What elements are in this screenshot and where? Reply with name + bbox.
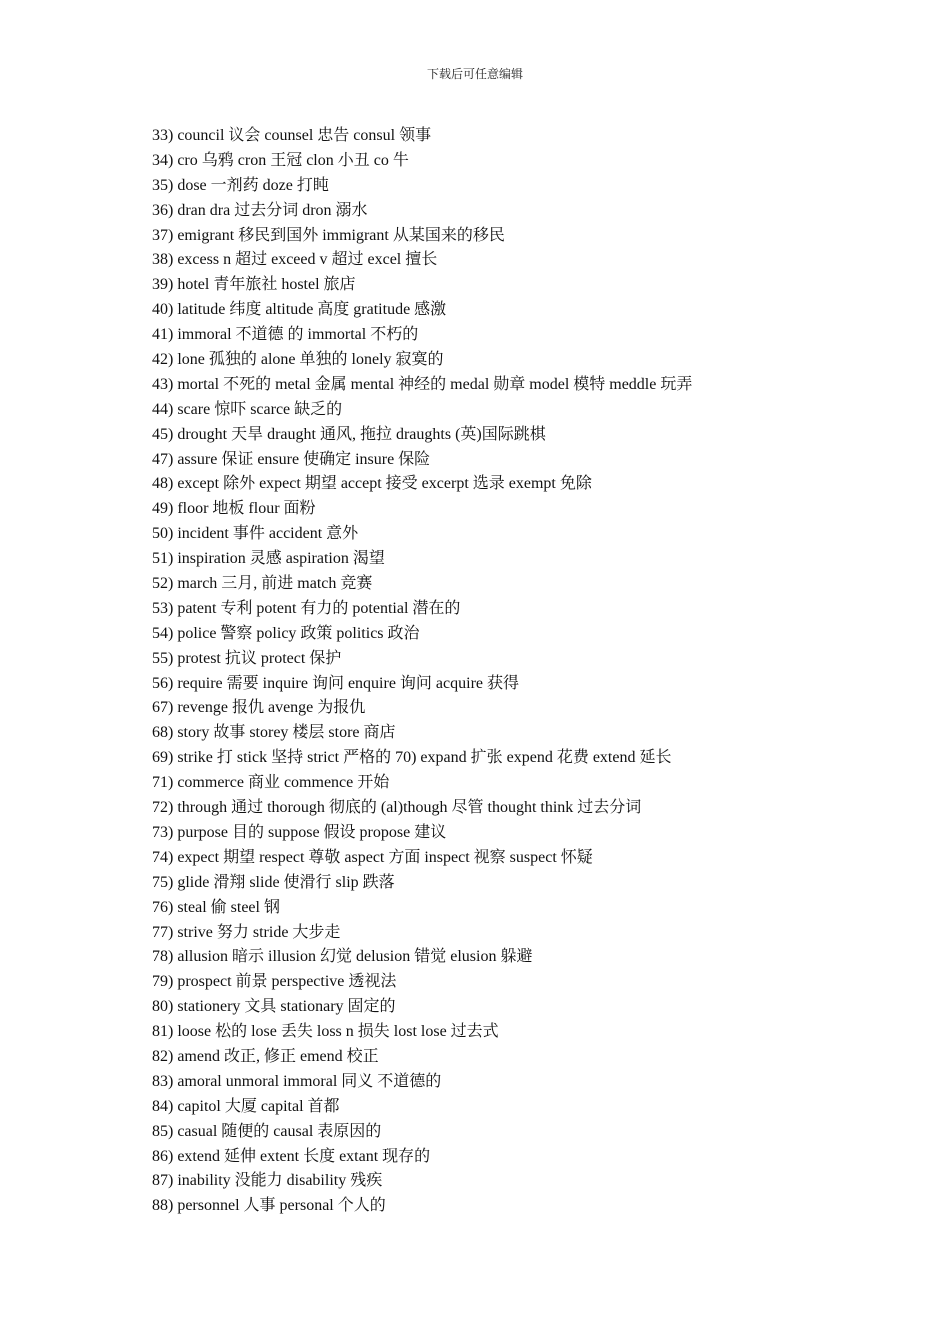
vocabulary-line: 36) dran dra 过去分词 dron 溺水: [152, 201, 368, 219]
vocabulary-line: 74) expect 期望 respect 尊敬 aspect 方面 inspect 视察 suspect 怀疑: [152, 848, 593, 866]
vocabulary-line: 75) glide 滑翔 slide 使滑行 slip 跌落: [152, 873, 395, 891]
vocabulary-line: 49) floor 地板 flour 面粉: [152, 500, 316, 518]
vocabulary-line: 35) dose 一剂药 doze 打盹: [152, 176, 329, 194]
vocabulary-line: 50) incident 事件 accident 意外: [152, 525, 359, 543]
vocabulary-line: 79) prospect 前景 perspective 透视法: [152, 973, 397, 991]
vocabulary-line: 82) amend 改正, 修正 emend 校正: [152, 1047, 379, 1065]
vocabulary-line: 88) personnel 人事 personal 个人的: [152, 1197, 386, 1215]
vocabulary-line: 44) scare 惊吓 scarce 缺乏的: [152, 400, 343, 418]
vocabulary-line: 53) patent 专利 potent 有力的 potential 潜在的: [152, 599, 461, 617]
vocabulary-line: 55) protest 抗议 protect 保护: [152, 649, 342, 667]
vocabulary-line: 39) hotel 青年旅社 hostel 旅店: [152, 276, 356, 294]
vocabulary-line: 69) strike 打 stick 坚持 strict 严格的 70) expand 扩张 expend 花费 extend 延长: [152, 749, 672, 767]
vocabulary-line: 78) allusion 暗示 illusion 幻觉 delusion 错觉 elusion 躲避: [152, 948, 533, 966]
vocabulary-line: 43) mortal 不死的 metal 金属 mental 神经的 medal 勋章 model 模特 meddle 玩弄: [152, 375, 693, 393]
vocabulary-line: 81) loose 松的 lose 丢失 loss n 损失 lost lose 过去式: [152, 1023, 499, 1041]
vocabulary-line: 52) march 三月, 前进 match 竞赛: [152, 575, 373, 593]
vocabulary-line: 37) emigrant 移民到国外 immigrant 从某国来的移民: [152, 226, 505, 244]
vocabulary-line: 87) inability 没能力 disability 残疾: [152, 1172, 383, 1190]
vocabulary-line: 33) council 议会 counsel 忠告 consul 领事: [152, 127, 432, 144]
vocabulary-line: 48) except 除外 expect 期望 accept 接受 excerpt 选录 exempt 免除: [152, 475, 592, 493]
vocabulary-line: 77) strive 努力 stride 大步走: [152, 923, 341, 941]
vocabulary-line: 68) story 故事 storey 楼层 store 商店: [152, 724, 396, 742]
vocabulary-line: 41) immoral 不道德 的 immortal 不朽的: [152, 326, 419, 344]
vocabulary-line: 45) drought 天旱 draught 通风, 拖拉 draughts (英)国际跳棋: [152, 425, 546, 443]
vocabulary-line: 85) casual 随便的 causal 表原因的: [152, 1122, 382, 1140]
vocabulary-line: 67) revenge 报仇 avenge 为报仇: [152, 699, 366, 717]
vocabulary-line: 86) extend 延伸 extent 长度 extant 现存的: [152, 1147, 431, 1165]
vocabulary-line: 42) lone 孤独的 alone 单独的 lonely 寂寞的: [152, 351, 444, 369]
vocabulary-line: 71) commerce 商业 commence 开始: [152, 774, 390, 792]
vocabulary-line: 73) purpose 目的 suppose 假设 propose 建议: [152, 823, 447, 841]
vocabulary-line: 84) capitol 大厦 capital 首都: [152, 1097, 340, 1115]
vocabulary-line: 56) require 需要 inquire 询问 enquire 询问 acquire 获得: [152, 674, 520, 692]
vocabulary-line: 76) steal 偷 steel 钢: [152, 898, 280, 916]
vocabulary-line: 40) latitude 纬度 altitude 高度 gratitude 感激: [152, 301, 447, 319]
vocabulary-line: 38) excess n 超过 exceed v 超过 excel 擅长: [152, 251, 438, 269]
vocabulary-line: 54) police 警察 policy 政策 politics 政治: [152, 624, 420, 642]
vocabulary-line: 83) amoral unmoral immoral 同义 不道德的: [152, 1072, 442, 1090]
vocabulary-line: 51) inspiration 灵感 aspiration 渴望: [152, 550, 385, 568]
vocabulary-line: 80) stationery 文具 stationary 固定的: [152, 998, 396, 1016]
vocabulary-line: 34) cro 乌鸦 cron 王冠 clon 小丑 co 牛: [152, 151, 409, 169]
page-header: 下载后可任意编辑: [426, 67, 523, 81]
vocabulary-list: [152, 124, 912, 1219]
vocabulary-line: 72) through 通过 thorough 彻底的 (al)though 尽管 thought think 过去分词: [152, 799, 642, 817]
vocabulary-line: 47) assure 保证 ensure 使确定 insure 保险: [152, 450, 431, 468]
